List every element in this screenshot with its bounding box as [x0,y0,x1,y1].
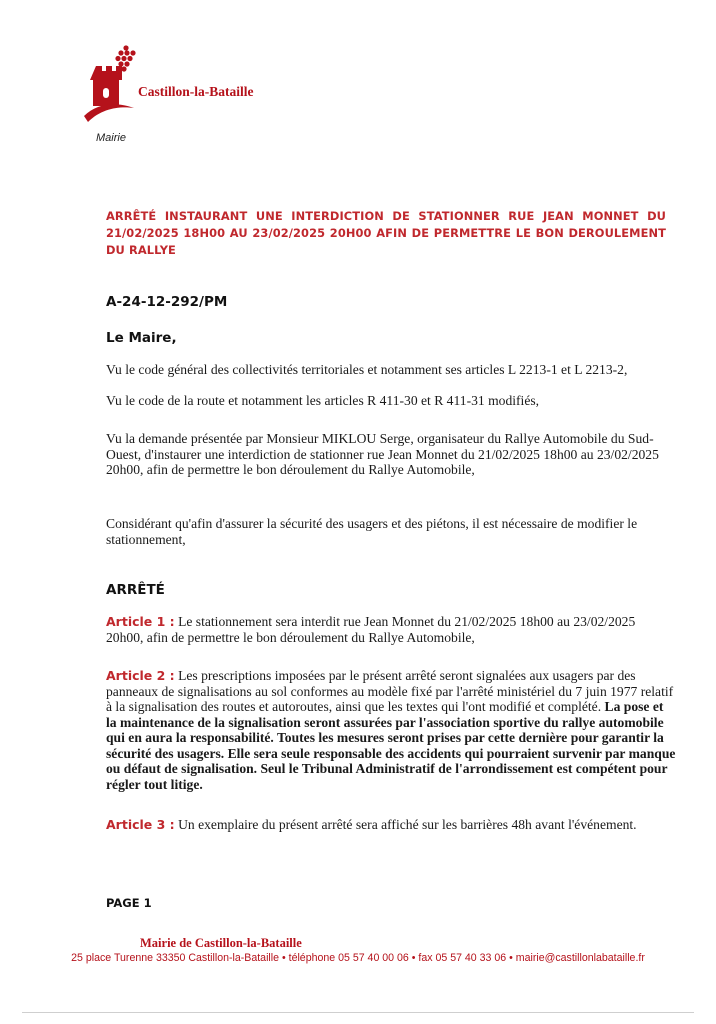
footer-town-hall: Mairie de Castillon-la-Bataille [140,936,302,950]
decree-reference: A-24-12-292/PM [106,294,228,310]
logo-subtitle: Mairie [96,132,126,144]
author-heading: Le Maire, [106,330,177,346]
article-2-text: Les prescriptions imposées par le présent arrêté seront signalées aux usagers par des panneaux de signalisations au sol conformes au modèle fixé par l'arrêté ministériel du 7 juin 1977 relatif à la signalisation des routes et autoroutes, ainsi que les textes qui l'ont modifié et complété. [106,668,674,714]
article-2-label: Article 2 : [106,668,175,683]
castle-grapes-icon [82,44,142,134]
article-1-label: Article 1 : [106,614,175,629]
article-1 [106,614,676,645]
considerant-paragraph: Considérant qu'afin d'assurer la sécurité des usagers et des piétons, il est nécessaire de modifier le stationnement, [106,516,638,547]
article-2 [106,668,676,792]
article-1-text: Le stationnement sera interdit rue Jean Monnet du 21/02/2025 18h00 au 23/02/2025 20h00, afin de permettre le bon déroulement du Rallye Automobile, [106,614,636,645]
decree-title: ARRÊTÉ INSTAURANT UNE INTERDICTION DE STATIONNER RUE JEAN MONNET DU 21/02/2025 18H00 AU 23/02/2025 20H00 AFIN DE PERMETTRE LE BON DEROULEMENT DU RALLYE [106,209,666,257]
town-logo [82,44,292,154]
vu-paragraph-2: Vu le code de la route et notamment les articles R 411-30 et R 411-31 modifiés, [106,393,540,408]
town-name: Castillon-la-Bataille [138,84,254,99]
decision-heading: ARRÊTÉ [106,582,165,598]
footer-address: 25 place Turenne 33350 Castillon-la-Bataille • téléphone 05 57 40 00 06 • fax 05 57 40 33 06 • mairie@castillonlabataille.fr [71,952,645,964]
article-3 [106,817,676,833]
article-2-bold-text: La pose et la maintenance de la signalisation seront assurées par l'association sportive du rallye automobile qui en aura la responsabilité. Toutes les mesures seront prises par cette dernière pour garantir la sécurité des usagers. Elle sera seule responsable des accidents qui pourraient survenir par manque ou défaut de signalisation. Seul le Tribunal Administratif de l'arrondissement est compétent pour régler tout litige. [106,699,676,792]
page-number: PAGE 1 [106,896,152,910]
article-3-label: Article 3 : [106,817,175,832]
article-3-text: Un exemplaire du présent arrêté sera affiché sur les barrières 48h avant l'événement. [174,817,637,832]
vu-paragraph-1: Vu le code général des collectivités territoriales et notamment ses articles L 2213-1 et L 2213-2, [106,362,628,377]
footer-divider [22,1012,694,1013]
vu-paragraph-3: Vu la demande présentée par Monsieur MIKLOU Serge, organisateur du Rallye Automobile du Sud-Ouest, d'instaurer une interdiction de stationner rue Jean Monnet du 21/02/2025 18h00 au 23/02/2025 20h00, afin de permettre le bon déroulement du Rallye Automobile, [106,431,659,477]
